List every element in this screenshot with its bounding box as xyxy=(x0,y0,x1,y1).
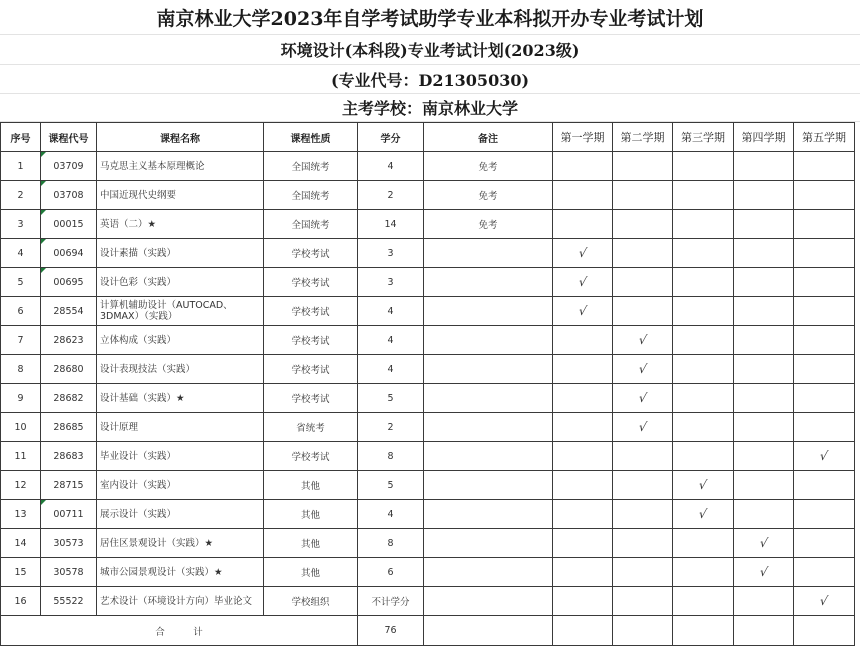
term-3-cell xyxy=(673,471,734,500)
term-1-cell xyxy=(553,326,613,355)
course-credits: 4 xyxy=(358,297,424,326)
check-mark-icon: √ xyxy=(577,304,588,318)
row-number: 13 xyxy=(1,500,41,529)
course-note: 免考 xyxy=(424,181,553,210)
course-note xyxy=(424,384,553,413)
course-type: 学校考试 xyxy=(264,239,358,268)
term-4-cell xyxy=(734,500,794,529)
term-5-cell xyxy=(794,384,855,413)
course-code: 03709 xyxy=(41,152,97,181)
course-code: 28554 xyxy=(41,297,97,326)
course-note xyxy=(424,413,553,442)
term-4-cell xyxy=(734,384,794,413)
term-1-cell xyxy=(553,587,613,616)
row-number: 12 xyxy=(1,471,41,500)
term-2-cell xyxy=(613,210,673,239)
total-label: 合 计 xyxy=(1,616,358,646)
course-name: 设计基础（实践）★ xyxy=(97,384,264,413)
term-3-cell xyxy=(673,529,734,558)
check-mark-icon: √ xyxy=(697,478,709,492)
course-name: 设计原理 xyxy=(97,413,264,442)
course-credits: 3 xyxy=(358,268,424,297)
row-number: 1 xyxy=(1,152,41,181)
term-5-cell xyxy=(794,268,855,297)
course-type: 其他 xyxy=(264,500,358,529)
course-code: 00711 xyxy=(41,500,97,529)
header-type: 课程性质 xyxy=(264,123,358,152)
header-credits: 学分 xyxy=(358,123,424,152)
term-3-cell xyxy=(673,587,734,616)
term-3-cell xyxy=(673,355,734,384)
term-4-cell xyxy=(734,529,794,558)
course-type: 其他 xyxy=(264,529,358,558)
term-3-cell xyxy=(673,413,734,442)
total-credits: 76 xyxy=(358,616,424,646)
term-4-cell xyxy=(734,471,794,500)
row-number: 16 xyxy=(1,587,41,616)
document-subtitle: 环境设计(本科段)专业考试计划(2023级) xyxy=(0,35,860,65)
course-type: 其他 xyxy=(264,471,358,500)
course-note xyxy=(424,500,553,529)
course-note: 免考 xyxy=(424,210,553,239)
row-number: 15 xyxy=(1,558,41,587)
table-header-row xyxy=(1,123,855,152)
term-4-cell xyxy=(734,268,794,297)
term-2-cell xyxy=(613,326,673,355)
term-2-cell xyxy=(613,268,673,297)
term-1-cell xyxy=(553,500,613,529)
table-row xyxy=(1,384,855,413)
term-1-cell xyxy=(553,152,613,181)
row-number: 4 xyxy=(1,239,41,268)
term-2-cell xyxy=(613,529,673,558)
table-row xyxy=(1,413,855,442)
course-code: 00015 xyxy=(41,210,97,239)
term-4-cell xyxy=(734,210,794,239)
course-credits: 4 xyxy=(358,500,424,529)
header-term-3: 第三学期 xyxy=(673,123,734,152)
course-code: 30578 xyxy=(41,558,97,587)
term-5-cell xyxy=(794,442,855,471)
course-code: 03708 xyxy=(41,181,97,210)
term-3-cell xyxy=(673,500,734,529)
course-name: 城市公园景观设计（实践）★ xyxy=(97,558,264,587)
term-5-cell xyxy=(794,239,855,268)
course-code: 30573 xyxy=(41,529,97,558)
course-credits: 3 xyxy=(358,239,424,268)
course-type: 全国统考 xyxy=(264,152,358,181)
row-number: 11 xyxy=(1,442,41,471)
course-credits: 2 xyxy=(358,413,424,442)
term-4-cell xyxy=(734,326,794,355)
table-row xyxy=(1,587,855,616)
course-note xyxy=(424,471,553,500)
check-mark-icon: √ xyxy=(637,362,648,376)
course-credits: 2 xyxy=(358,181,424,210)
course-code: 28680 xyxy=(41,355,97,384)
course-code: 00695 xyxy=(41,268,97,297)
course-type: 学校考试 xyxy=(264,297,358,326)
course-type: 学校考试 xyxy=(264,268,358,297)
course-note xyxy=(424,355,553,384)
row-number: 6 xyxy=(1,297,41,326)
term-5-cell xyxy=(794,558,855,587)
term-4-cell xyxy=(734,413,794,442)
table-row xyxy=(1,471,855,500)
course-type: 省统考 xyxy=(264,413,358,442)
total-row xyxy=(1,616,855,646)
course-code: 55522 xyxy=(41,587,97,616)
row-number: 7 xyxy=(1,326,41,355)
term-2-cell xyxy=(613,297,673,326)
term-1-cell xyxy=(553,210,613,239)
course-credits: 14 xyxy=(358,210,424,239)
check-mark-icon: √ xyxy=(758,565,769,579)
header-no: 序号 xyxy=(1,123,41,152)
row-number: 2 xyxy=(1,181,41,210)
course-name: 室内设计（实践） xyxy=(97,471,264,500)
major-code: (专业代号：D21305030) xyxy=(0,65,860,94)
table-row xyxy=(1,210,855,239)
check-mark-icon: √ xyxy=(577,275,588,289)
term-4-cell xyxy=(734,442,794,471)
term-1-cell xyxy=(553,239,613,268)
term-3-cell xyxy=(673,239,734,268)
check-mark-icon: √ xyxy=(637,391,648,405)
term-1-cell xyxy=(553,442,613,471)
header-term-4: 第四学期 xyxy=(734,123,794,152)
course-note: 免考 xyxy=(424,152,553,181)
course-name: 展示设计（实践） xyxy=(97,500,264,529)
table-row xyxy=(1,268,855,297)
term-3-cell xyxy=(673,442,734,471)
course-code: 28715 xyxy=(41,471,97,500)
course-note xyxy=(424,558,553,587)
course-credits: 不计学分 xyxy=(358,587,424,616)
table-row xyxy=(1,529,855,558)
term-1-cell xyxy=(553,384,613,413)
header-term-2: 第二学期 xyxy=(613,123,673,152)
course-credits: 8 xyxy=(358,442,424,471)
header-term-1: 第一学期 xyxy=(553,123,613,152)
course-type: 学校考试 xyxy=(264,442,358,471)
course-type: 学校考试 xyxy=(264,326,358,355)
course-code: 28682 xyxy=(41,384,97,413)
course-name: 设计色彩（实践） xyxy=(97,268,264,297)
check-mark-icon: √ xyxy=(637,420,648,434)
term-2-cell xyxy=(613,152,673,181)
exam-plan-table xyxy=(0,122,855,646)
term-3-cell xyxy=(673,384,734,413)
course-name: 设计表现技法（实践） xyxy=(97,355,264,384)
row-number: 3 xyxy=(1,210,41,239)
course-name: 英语（二）★ xyxy=(97,210,264,239)
term-2-cell xyxy=(613,413,673,442)
term-4-cell xyxy=(734,239,794,268)
course-note xyxy=(424,529,553,558)
host-school: 主考学校：南京林业大学 xyxy=(0,94,860,122)
course-type: 学校考试 xyxy=(264,355,358,384)
term-1-cell xyxy=(553,268,613,297)
course-type: 学校组织 xyxy=(264,587,358,616)
course-code: 00694 xyxy=(41,239,97,268)
term-2-cell xyxy=(613,558,673,587)
course-type: 全国统考 xyxy=(264,181,358,210)
check-mark-icon: √ xyxy=(758,536,769,550)
course-credits: 4 xyxy=(358,326,424,355)
row-number: 14 xyxy=(1,529,41,558)
check-mark-icon: √ xyxy=(697,507,709,521)
header-code: 课程代号 xyxy=(41,123,97,152)
course-note xyxy=(424,268,553,297)
row-number: 10 xyxy=(1,413,41,442)
course-note xyxy=(424,442,553,471)
table-row xyxy=(1,239,855,268)
course-note xyxy=(424,587,553,616)
term-3-cell xyxy=(673,326,734,355)
course-name: 立体构成（实践） xyxy=(97,326,264,355)
document-title: 南京林业大学2023年自学考试助学专业本科拟开办专业考试计划 xyxy=(0,0,860,35)
term-4-cell xyxy=(734,587,794,616)
term-4-cell xyxy=(734,181,794,210)
course-note xyxy=(424,297,553,326)
course-name: 马克思主义基本原理概论 xyxy=(97,152,264,181)
term-5-cell xyxy=(794,587,855,616)
term-5-cell xyxy=(794,500,855,529)
term-2-cell xyxy=(613,500,673,529)
term-1-cell xyxy=(553,355,613,384)
table-row xyxy=(1,355,855,384)
table-row xyxy=(1,442,855,471)
course-credits: 8 xyxy=(358,529,424,558)
check-mark-icon: √ xyxy=(818,449,830,463)
term-1-cell xyxy=(553,413,613,442)
course-code: 28685 xyxy=(41,413,97,442)
course-credits: 4 xyxy=(358,355,424,384)
term-1-cell xyxy=(553,529,613,558)
term-4-cell xyxy=(734,558,794,587)
course-type: 学校考试 xyxy=(264,384,358,413)
course-name: 中国近现代史纲要 xyxy=(97,181,264,210)
term-5-cell xyxy=(794,529,855,558)
term-5-cell xyxy=(794,471,855,500)
course-name: 居住区景观设计（实践）★ xyxy=(97,529,264,558)
course-code: 28623 xyxy=(41,326,97,355)
term-2-cell xyxy=(613,355,673,384)
term-1-cell xyxy=(553,297,613,326)
term-4-cell xyxy=(734,355,794,384)
term-5-cell xyxy=(794,326,855,355)
term-3-cell xyxy=(673,558,734,587)
term-5-cell xyxy=(794,152,855,181)
term-3-cell xyxy=(673,152,734,181)
course-name: 艺术设计（环境设计方向）毕业论文 xyxy=(97,587,264,616)
term-2-cell xyxy=(613,442,673,471)
row-number: 8 xyxy=(1,355,41,384)
table-row xyxy=(1,152,855,181)
course-name: 计算机辅助设计（AUTOCAD、3DMAX）（实践） xyxy=(97,297,264,326)
term-1-cell xyxy=(553,558,613,587)
term-2-cell xyxy=(613,239,673,268)
table-row xyxy=(1,326,855,355)
term-5-cell xyxy=(794,181,855,210)
row-number: 5 xyxy=(1,268,41,297)
table-row xyxy=(1,297,855,326)
term-4-cell xyxy=(734,152,794,181)
course-type: 其他 xyxy=(264,558,358,587)
header-note: 备注 xyxy=(424,123,553,152)
term-2-cell xyxy=(613,384,673,413)
term-2-cell xyxy=(613,471,673,500)
header-term-5: 第五学期 xyxy=(794,123,855,152)
table-row xyxy=(1,558,855,587)
course-name: 毕业设计（实践） xyxy=(97,442,264,471)
term-2-cell xyxy=(613,181,673,210)
course-credits: 6 xyxy=(358,558,424,587)
course-note xyxy=(424,326,553,355)
term-5-cell xyxy=(794,297,855,326)
check-mark-icon: √ xyxy=(818,594,830,608)
course-credits: 5 xyxy=(358,384,424,413)
term-3-cell xyxy=(673,297,734,326)
term-1-cell xyxy=(553,181,613,210)
course-credits: 4 xyxy=(358,152,424,181)
table-row xyxy=(1,500,855,529)
course-type: 全国统考 xyxy=(264,210,358,239)
term-5-cell xyxy=(794,413,855,442)
check-mark-icon: √ xyxy=(577,246,588,260)
term-5-cell xyxy=(794,210,855,239)
term-3-cell xyxy=(673,181,734,210)
course-note xyxy=(424,239,553,268)
course-name: 设计素描（实践） xyxy=(97,239,264,268)
term-1-cell xyxy=(553,471,613,500)
term-3-cell xyxy=(673,268,734,297)
term-4-cell xyxy=(734,297,794,326)
term-3-cell xyxy=(673,210,734,239)
row-number: 9 xyxy=(1,384,41,413)
term-5-cell xyxy=(794,355,855,384)
check-mark-icon: √ xyxy=(637,333,648,347)
term-2-cell xyxy=(613,587,673,616)
course-credits: 5 xyxy=(358,471,424,500)
header-name: 课程名称 xyxy=(97,123,264,152)
table-row xyxy=(1,181,855,210)
course-code: 28683 xyxy=(41,442,97,471)
